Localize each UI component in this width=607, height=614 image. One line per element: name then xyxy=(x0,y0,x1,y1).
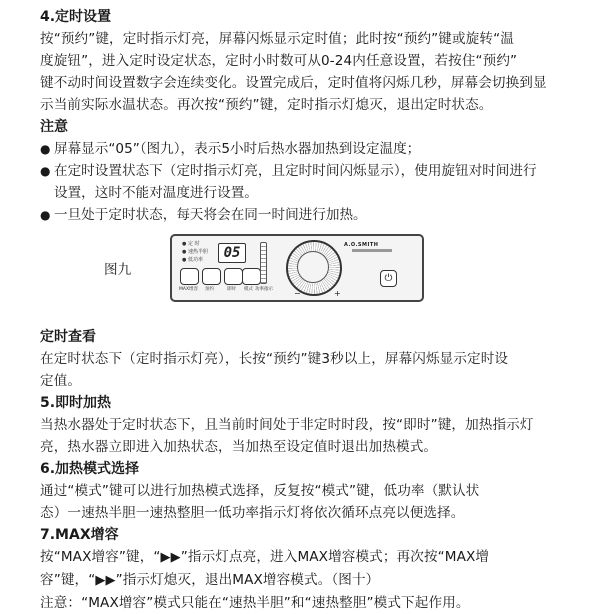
digit-display: 05 xyxy=(218,243,246,263)
text-line: 键不动时间设置数字会连续变化。设置完成后，定时值将闪烁几秒，屏幕会切换到显 xyxy=(40,75,547,91)
section-4-body xyxy=(40,28,600,116)
max-indicator-icon: ▶▶ xyxy=(95,573,116,588)
bullet-text: 屏幕显示“05”（图九），表示5小时后热水器加热到设定温度； xyxy=(54,141,421,157)
bullet-icon: ● xyxy=(40,142,51,156)
text-line: 定值。 xyxy=(40,373,82,389)
text-line: 在定时状态下（定时指示灯亮），长按“预约”键3秒以上，屏幕闪烁显示定时设 xyxy=(40,351,509,367)
note-bullet-1 xyxy=(40,138,600,160)
bullet-text xyxy=(54,160,600,204)
note-bullet-3 xyxy=(40,204,600,226)
instant-button[interactable] xyxy=(224,268,243,285)
max-button-label: MAX增容 xyxy=(179,287,199,292)
plus-icon: + xyxy=(334,289,341,298)
section-4-title: 4.定时设置 xyxy=(40,9,112,25)
reserve-button[interactable] xyxy=(202,268,221,285)
text-line: 度旋钮”，进入定时设定状态，定时小时数可从0-24内任意设置，若按住“预约” xyxy=(40,53,518,69)
text-fragment: 容”键，“ xyxy=(40,572,96,588)
text-line xyxy=(40,546,600,569)
section-7-body xyxy=(40,546,600,614)
max-button[interactable] xyxy=(180,268,199,285)
power-button[interactable] xyxy=(380,270,397,287)
bullet-text: 一旦处于定时状态，每天将会在同一时间进行加热。 xyxy=(54,207,367,223)
section-7-title: 7.MAX增容 xyxy=(40,527,119,543)
bullet-icon: ● xyxy=(40,208,51,222)
section-5-title: 5.即时加热 xyxy=(40,395,112,411)
note-bullet-2 xyxy=(40,160,600,204)
control-panel xyxy=(170,234,424,302)
text-line: 在定时设置状态下（定时指示灯亮，且定时时间闪烁显示），使用旋钮对时间进行 xyxy=(54,163,537,179)
timer-check-title: 定时查看 xyxy=(40,329,96,345)
power-bar-label: 功率指示 xyxy=(255,287,273,292)
text-line: 亮，热水器立即进入加热状态，当加热至设定值时退出加热模式。 xyxy=(40,439,438,455)
brand-logo: A.O.SMITH xyxy=(344,242,379,248)
text-fragment: ”指示灯熄灭，退出MAX增容模式。（图十） xyxy=(115,572,380,588)
indicator-half-tank: ● 速热半胆 xyxy=(182,249,208,255)
section-6-body xyxy=(40,480,600,524)
brand-tagline xyxy=(352,249,392,252)
section-6-title: 6.加热模式选择 xyxy=(40,461,140,477)
text-line: 按“预约”键，定时指示灯亮，屏幕闪烁显示定时值；此时按“预约”键或旋转“温 xyxy=(40,31,514,47)
figure-label: 图九 xyxy=(104,262,132,278)
text-line: 态）一速热半胆一速热整胆一低功率指示灯将依次循环点亮以便选择。 xyxy=(40,505,465,521)
indicator-low-power: ● 低功率 xyxy=(182,257,203,263)
text-line: 注意：“MAX增容”模式只能在“速热半胆”和“速热整胆”模式下起作用。 xyxy=(40,595,470,611)
text-line: 示当前实际水温状态。再次按“预约”键，定时指示灯熄灭，退出定时状态。 xyxy=(40,97,493,113)
text-line: 通过“模式”键可以进行加热模式选择，反复按“模式”键，低功率（默认状 xyxy=(40,483,480,499)
text-fragment: 按“MAX增容”键，“ xyxy=(40,549,161,565)
indicator-timer: ● 定 时 xyxy=(182,241,200,247)
bullet-icon: ● xyxy=(40,164,51,178)
mode-button-label: 模式 xyxy=(244,287,253,292)
text-line: 当热水器处于定时状态下，且当前时间处于非定时时段，按“即时”键，加热指示灯 xyxy=(40,417,534,433)
power-icon: ⏻ xyxy=(384,273,393,284)
note-title: 注意 xyxy=(40,119,68,135)
timer-check-body xyxy=(40,348,600,392)
manual-page xyxy=(40,6,600,614)
text-line: 设置，这时不能对温度进行设置。 xyxy=(54,185,258,201)
text-fragment: ”指示灯点亮，进入MAX增容模式；再次按“MAX增 xyxy=(180,549,490,565)
instant-button-label: 即时 xyxy=(227,287,236,292)
mode-button[interactable] xyxy=(242,268,261,285)
section-5-body xyxy=(40,414,600,458)
max-indicator-icon: ▶▶ xyxy=(160,550,181,565)
temperature-knob[interactable] xyxy=(286,240,342,296)
power-level-bar xyxy=(260,242,267,284)
reserve-button-label: 预约 xyxy=(205,287,214,292)
minus-icon: − xyxy=(294,289,301,298)
figure-9 xyxy=(40,234,600,316)
text-line xyxy=(40,569,600,592)
